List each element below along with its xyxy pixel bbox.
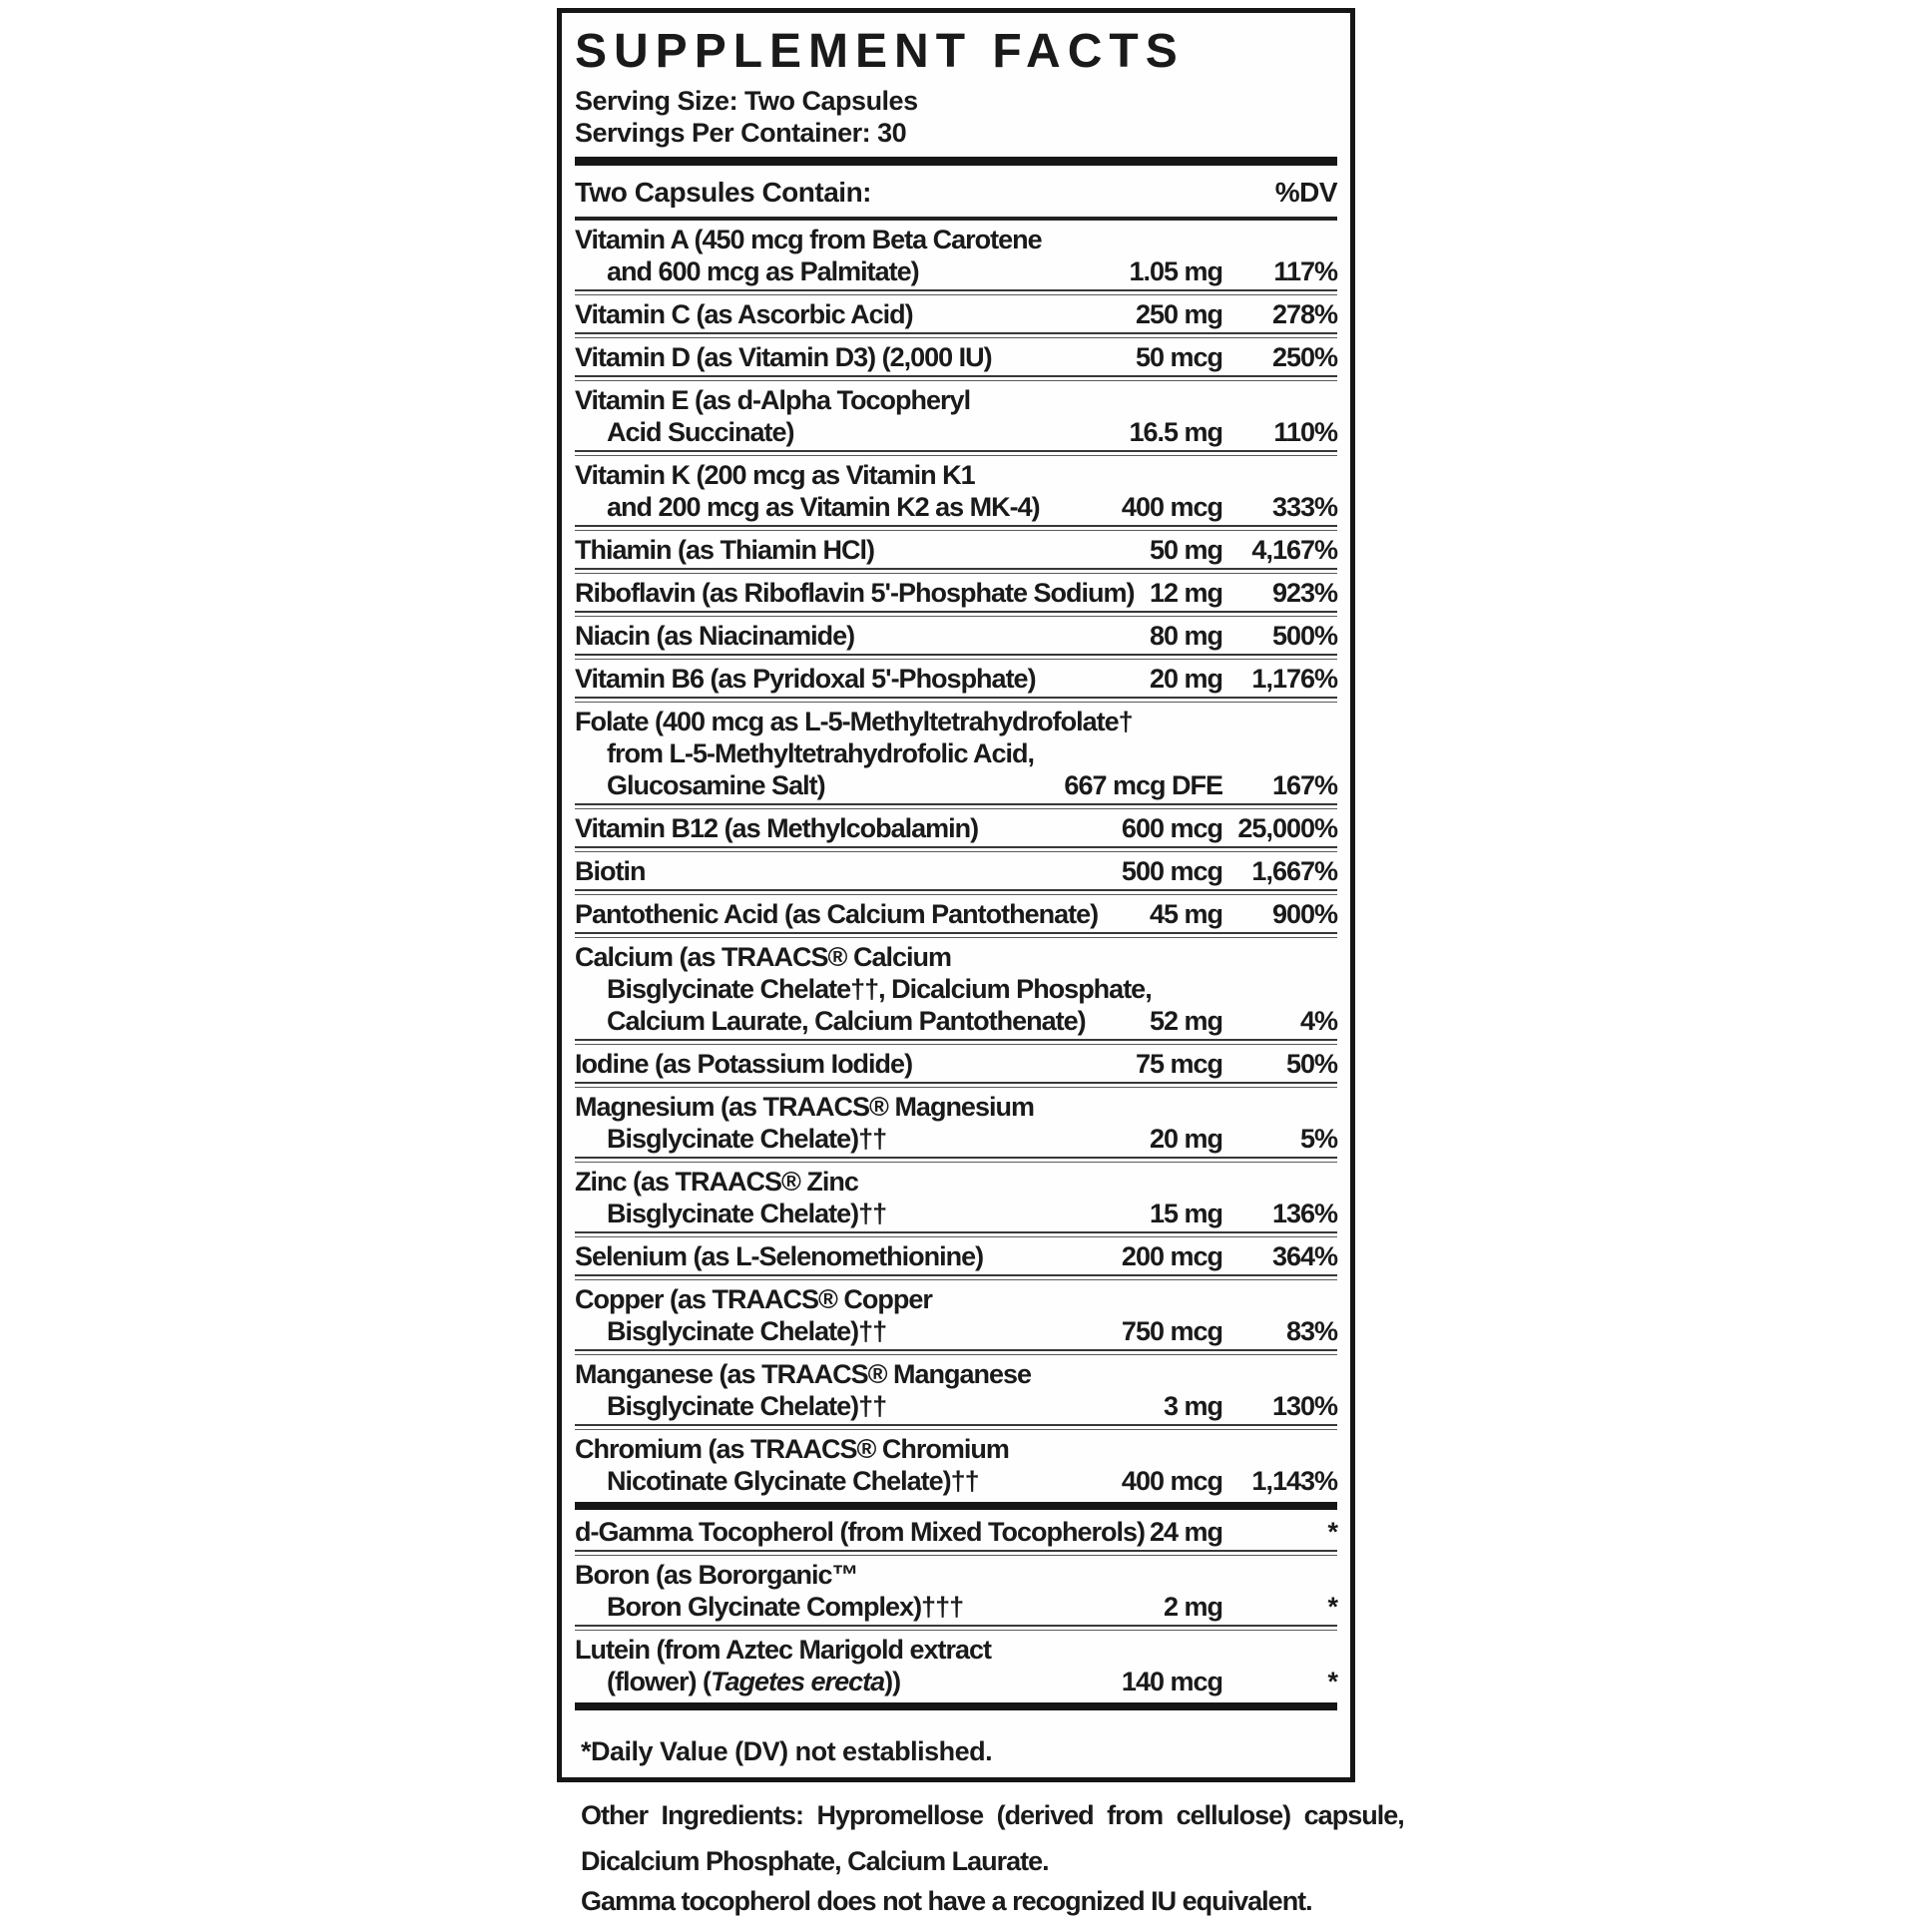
nutrient-dv: 1,143%: [1251, 1466, 1337, 1496]
nutrient-amount: 15 mg: [1149, 1199, 1222, 1228]
nutrient-amount: 400 mcg: [1121, 492, 1222, 522]
nutrient-name: Vitamin C (as Ascorbic Acid): [575, 299, 913, 329]
nutrient-dv: 1,667%: [1251, 856, 1337, 886]
nutrient-amount: 600 mcg: [1121, 813, 1222, 843]
nutrient-name: Iodine (as Potassium Iodide): [575, 1049, 913, 1079]
nutrient-dv: 900%: [1271, 899, 1337, 929]
heavy-rule-top: [575, 157, 1337, 166]
daily-value-footnote: *Daily Value (DV) not established.: [581, 1736, 993, 1766]
nutrient-dv: *: [1327, 1667, 1337, 1696]
nutrient-name: Folate (400 mcg as L-5-Methyltetrahydrofolate† from L-5-Methyltetrahydrofolic Acid, Glucosamine Salt): [575, 707, 1133, 800]
nutrient-row: [575, 1163, 1337, 1231]
nutrient-amount: 20 mg: [1149, 664, 1222, 694]
nutrient-name: Riboflavin (as Riboflavin 5'-Phosphate Sodium): [575, 578, 1135, 608]
nutrient-name: d-Gamma Tocopherol (from Mixed Tocopherols): [575, 1517, 1146, 1547]
nutrient-row: [575, 381, 1337, 450]
nutrient-dv: 117%: [1273, 256, 1337, 286]
nutrient-amount: 1.05 mg: [1129, 256, 1222, 286]
nutrient-name: Vitamin B6 (as Pyridoxal 5'-Phosphate): [575, 664, 1036, 694]
nutrient-dv: 83%: [1285, 1316, 1337, 1346]
servings-per-container: Servings Per Container: 30: [575, 118, 907, 148]
nutrient-amount: 80 mg: [1149, 621, 1222, 651]
nutrient-dv: 4%: [1299, 1006, 1337, 1036]
nutrient-amount: 50 mg: [1149, 535, 1222, 565]
nutrient-row: [575, 938, 1337, 1039]
nutrient-name: Calcium (as TRAACS® Calcium Bisglycinate Chelate††, Dicalcium Phosphate, Calcium Laurate, Calcium Pantothenate): [575, 942, 1152, 1036]
nutrient-amount: 12 mg: [1149, 578, 1222, 608]
nutrient-row: [575, 531, 1337, 568]
nutrient-dv: *: [1327, 1517, 1337, 1547]
nutrient-row: [575, 809, 1337, 846]
column-header-contains: Two Capsules Contain:: [575, 177, 871, 208]
nutrient-row: [575, 295, 1337, 332]
nutrient-amount: 20 mg: [1149, 1124, 1222, 1154]
nutrient-dv: 333%: [1271, 492, 1337, 522]
nutrient-name: Copper (as TRAACS® Copper Bisglycinate Chelate)††: [575, 1284, 932, 1346]
nutrient-dv: 250%: [1271, 342, 1337, 372]
nutrient-name: Biotin: [575, 856, 646, 886]
nutrient-row: [575, 456, 1337, 525]
nutrient-amount: 50 mcg: [1135, 342, 1222, 372]
nutrient-name: Pantothenic Acid (as Calcium Pantothenate): [575, 899, 1099, 929]
nutrient-dv: 110%: [1273, 417, 1337, 447]
nutrient-name: Chromium (as TRAACS® Chromium Nicotinate Glycinate Chelate)††: [575, 1434, 1009, 1496]
nutrient-amount: 140 mcg: [1121, 1667, 1222, 1696]
nutrient-amount: 200 mcg: [1121, 1241, 1222, 1271]
nutrient-dv: 4,167%: [1251, 535, 1337, 565]
nutrient-dv: 25,000%: [1237, 813, 1337, 843]
nutrient-name: Manganese (as TRAACS® Manganese Bisglycinate Chelate)††: [575, 1359, 1032, 1421]
nutrient-rows: [575, 221, 1337, 1499]
panel-title: SUPPLEMENT FACTS: [575, 25, 1185, 78]
nutrient-name: Thiamin (as Thiamin HCl): [575, 535, 875, 565]
nutrient-row: [575, 1355, 1337, 1424]
nutrient-amount: 75 mcg: [1135, 1049, 1222, 1079]
other-ingredients: [581, 1792, 1409, 1884]
nutrient-dv: 5%: [1299, 1124, 1337, 1154]
nutrient-amount: 400 mcg: [1121, 1466, 1222, 1496]
nutrient-row: [575, 221, 1337, 289]
nutrient-amount: 500 mcg: [1121, 856, 1222, 886]
nutrient-name: Vitamin E (as d-Alpha Tocopheryl Acid Succinate): [575, 385, 971, 447]
nutrient-row: [575, 1556, 1337, 1625]
nutrient-row: [575, 1430, 1337, 1499]
latin-name-italic: Tagetes erecta: [711, 1667, 885, 1696]
nutrient-row: [575, 1513, 1337, 1550]
nutrient-row: [575, 574, 1337, 611]
nutrient-amount: 52 mg: [1149, 1006, 1222, 1036]
nutrient-row: [575, 852, 1337, 889]
nutrient-amount: 16.5 mg: [1129, 417, 1222, 447]
nutrient-amount: 250 mg: [1135, 299, 1222, 329]
nutrient-row: [575, 1280, 1337, 1349]
nutrient-name: Zinc (as TRAACS® Zinc Bisglycinate Chelate)††: [575, 1167, 887, 1228]
other-ingredients-line2: Dicalcium Phosphate, Calcium Laurate.: [581, 1846, 1049, 1876]
nutrient-name: Vitamin B12 (as Methylcobalamin): [575, 813, 979, 843]
heavy-rule-bottom: [575, 1702, 1337, 1710]
gamma-note: Gamma tocopherol does not have a recognized IU equivalent.: [581, 1886, 1312, 1916]
nutrient-dv: 130%: [1271, 1391, 1337, 1421]
nutrient-amount: 24 mg: [1149, 1517, 1222, 1547]
nutrient-name: Vitamin D (as Vitamin D3) (2,000 IU): [575, 342, 992, 372]
nutrient-amount: 750 mcg: [1121, 1316, 1222, 1346]
nutrient-name: Niacin (as Niacinamide): [575, 621, 855, 651]
nutrient-dv: 364%: [1271, 1241, 1337, 1271]
nutrient-row: [575, 1045, 1337, 1082]
nutrient-row: [575, 703, 1337, 803]
no-dv-nutrient-rows: [575, 1513, 1337, 1699]
column-header-dv: %DV: [1274, 177, 1337, 208]
nutrient-name: Magnesium (as TRAACS® Magnesium Bisglycinate Chelate)††: [575, 1092, 1034, 1154]
nutrient-dv: 923%: [1271, 578, 1337, 608]
nutrient-row: [575, 1088, 1337, 1157]
serving-size: Serving Size: Two Capsules: [575, 86, 918, 116]
nutrient-amount: 3 mg: [1163, 1391, 1222, 1421]
nutrient-row: [575, 338, 1337, 375]
nutrient-dv: 167%: [1271, 770, 1337, 800]
nutrient-amount: 45 mg: [1149, 899, 1222, 929]
nutrient-name: Boron (as Bororganic™ Boron Glycinate Complex)†††: [575, 1560, 964, 1622]
nutrient-dv: 1,176%: [1251, 664, 1337, 694]
nutrient-dv: 500%: [1271, 621, 1337, 651]
nutrient-row: [575, 617, 1337, 654]
nutrient-name: Vitamin K (200 mcg as Vitamin K1 and 200 mcg as Vitamin K2 as MK-4): [575, 460, 1040, 522]
nutrient-row: [575, 660, 1337, 697]
nutrient-dv: *: [1327, 1592, 1337, 1622]
nutrient-dv: 136%: [1271, 1199, 1337, 1228]
nutrient-name: Vitamin A (450 mcg from Beta Carotene and 600 mcg as Palmitate): [575, 225, 1042, 286]
column-header-row: [575, 166, 1337, 217]
nutrient-name: Lutein (from Aztec Marigold extract (flower) (Tagetes erecta)): [575, 1635, 992, 1696]
nutrient-amount: 667 mcg DFE: [1064, 770, 1222, 800]
nutrient-row: [575, 1631, 1337, 1699]
heavy-rule-middle: [575, 1502, 1337, 1510]
nutrient-dv: 50%: [1285, 1049, 1337, 1079]
nutrient-amount: 2 mg: [1163, 1592, 1222, 1622]
other-ingredients-line1: Other Ingredients: Hypromellose (derived from cellulose) capsule,: [581, 1800, 1404, 1830]
nutrient-name: Selenium (as L-Selenomethionine): [575, 1241, 984, 1271]
nutrient-row: [575, 1237, 1337, 1274]
nutrient-row: [575, 895, 1337, 932]
supplement-facts-panel: [557, 8, 1355, 1782]
nutrient-dv: 278%: [1271, 299, 1337, 329]
